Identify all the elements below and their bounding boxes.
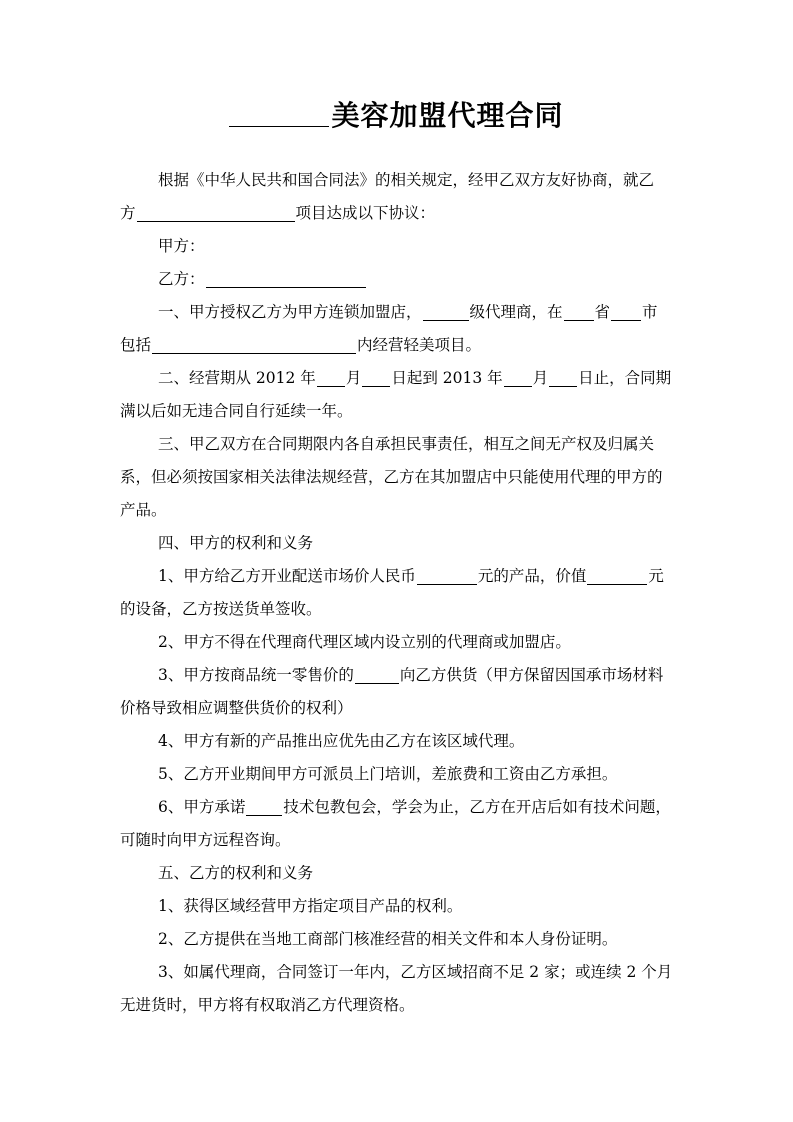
title-blank: [229, 98, 329, 127]
title-text: 美容加盟代理合同: [331, 99, 564, 132]
text-span: 3、甲方按商品统一零售价的: [158, 666, 354, 684]
text-span: 方: [120, 204, 136, 222]
section-1-line-2: [120, 329, 673, 362]
price-blank: [417, 566, 477, 585]
text-span: 月: [532, 369, 549, 387]
start-day-blank: [362, 368, 390, 387]
end-day-blank: [549, 368, 577, 387]
section-4-item-4: [120, 725, 673, 758]
text-span: 向乙方供货（甲方保留因国承市场材料: [399, 666, 664, 684]
equipment-value-blank: [587, 566, 647, 585]
section-4-item-6-line-2: [120, 824, 673, 857]
section-2-line-2: [120, 395, 673, 428]
text-span: 6、甲方承诺: [158, 798, 246, 816]
preamble-line-2: [120, 197, 673, 230]
text-span: 二、经营期从 2012 年: [158, 369, 316, 387]
region-blank: [152, 335, 356, 354]
province-blank: [564, 302, 594, 321]
party-b-line: [120, 263, 673, 296]
section-4-heading: [120, 527, 673, 560]
text-span: 四、甲方的权利和义务: [158, 534, 314, 552]
party-b-blank: [206, 269, 366, 288]
section-3-line-1: [120, 428, 673, 461]
text-span: 5、乙方开业期间甲方可派员上门培训，差旅费和工资由乙方承担。: [158, 765, 618, 783]
section-5-item-2: [120, 923, 673, 956]
text-span: 技术包教包会，学会为止，乙方在开店后如有技术问题，: [283, 798, 671, 816]
section-5-item-3-line-1: [120, 956, 673, 989]
city-blank: [611, 302, 641, 321]
text-span: 内经营轻美项目。: [357, 336, 482, 354]
contract-body: [120, 164, 673, 1022]
section-3-line-2: [120, 461, 673, 494]
level-blank: [423, 302, 469, 321]
text-span: 项目达成以下协议：: [295, 204, 436, 222]
text-span: 价格导致相应调整供货价的权利）: [120, 699, 353, 717]
project-blank: [137, 203, 295, 222]
text-span: 包括: [120, 336, 152, 354]
section-1-line-1: [120, 296, 673, 329]
section-5-heading: [120, 857, 673, 890]
text-span: 的设备，乙方按送货单签收。: [120, 600, 322, 618]
text-span: 元的产品，价值: [477, 567, 587, 585]
text-span: 日起到 2013 年: [391, 369, 503, 387]
text-span: 满以后如无违合同自行延续一年。: [120, 402, 353, 420]
text-span: 3、如属代理商，合同签订一年内，乙方区域招商不足 2 家；或连续 2 个月: [158, 963, 673, 981]
section-5-item-3-line-2: [120, 989, 673, 1022]
start-month-blank: [317, 368, 345, 387]
section-4-item-3-line-1: [120, 659, 673, 692]
text-span: 乙方：: [158, 270, 205, 288]
text-span: 产品。: [120, 501, 167, 519]
text-span: 一、甲方授权乙方为甲方连锁加盟店，: [158, 303, 422, 321]
text-span: 三、甲乙双方在合同期限内各自承担民事责任，相互之间无产权及归属关: [158, 435, 655, 453]
text-span: 省: [594, 303, 611, 321]
text-span: 甲方：: [158, 237, 205, 255]
section-4-item-5: [120, 758, 673, 791]
text-span: 级代理商，在: [469, 303, 563, 321]
text-span: 市: [642, 303, 658, 321]
document-title: [0, 96, 793, 136]
text-span: 可随时向甲方远程咨询。: [120, 831, 291, 849]
text-span: 2、甲方不得在代理商代理区域内设立别的代理商或加盟店。: [158, 633, 571, 651]
text-span: 五、乙方的权利和义务: [158, 864, 314, 882]
tech-blank: [246, 797, 282, 816]
discount-blank: [355, 665, 399, 684]
section-3-line-3: [120, 494, 673, 527]
section-5-item-1: [120, 890, 673, 923]
text-span: 2、乙方提供在当地工商部门核准经营的相关文件和本人身份证明。: [158, 930, 618, 948]
text-span: 月: [345, 369, 362, 387]
party-a-line: [120, 230, 673, 263]
text-span: 4、甲方有新的产品推出应优先由乙方在该区域代理。: [158, 732, 525, 750]
text-span: 无进货时，甲方将有权取消乙方代理资格。: [120, 996, 415, 1014]
section-4-item-3-line-2: [120, 692, 673, 725]
preamble-line-1: [120, 164, 673, 197]
text-span: 1、甲方给乙方开业配送市场价人民币: [158, 567, 416, 585]
text-span: 1、获得区域经营甲方指定项目产品的权利。: [158, 897, 463, 915]
section-4-item-6-line-1: [120, 791, 673, 824]
text-span: 系，但必须按国家相关法律法规经营，乙方在其加盟店中只能使用代理的甲方的: [120, 468, 663, 486]
text-span: 根据《中华人民共和国合同法》的相关规定，经甲乙双方友好协商，就乙: [158, 171, 655, 189]
end-month-blank: [504, 368, 532, 387]
section-4-item-1-line-2: [120, 593, 673, 626]
section-4-item-1-line-1: [120, 560, 673, 593]
text-span: 元: [648, 567, 664, 585]
text-span: 日止，合同期: [578, 369, 672, 387]
section-4-item-2: [120, 626, 673, 659]
section-2-line-1: [120, 362, 673, 395]
